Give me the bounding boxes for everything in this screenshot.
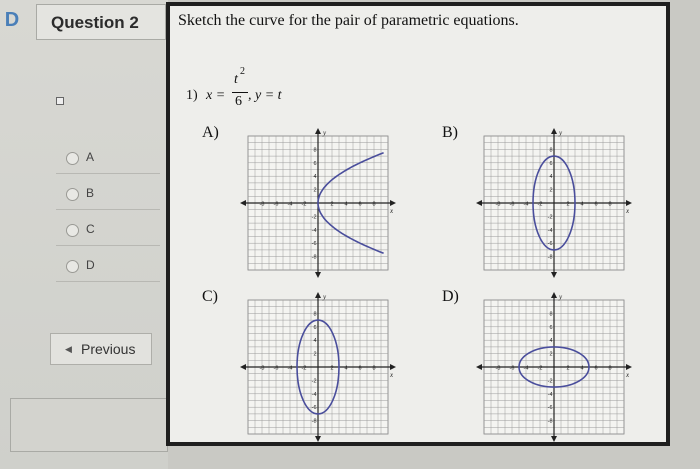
x-tick-label: 8 (608, 365, 612, 372)
collapse-d-icon[interactable]: D (4, 9, 20, 31)
y-tick-label: -2 (547, 214, 553, 221)
y-tick-label: -4 (311, 391, 317, 398)
y-tick-label: 6 (313, 324, 317, 331)
y-axis-arrow-icon (551, 272, 557, 278)
y-tick-label: 4 (313, 174, 317, 181)
x-tick-label: 2 (566, 201, 570, 208)
x-tick-label: -2 (301, 365, 307, 372)
y-tick-label: 2 (549, 351, 553, 358)
y-tick-label: -4 (311, 227, 317, 234)
y-tick-label: 6 (313, 160, 317, 167)
y-axis-arrow-icon (315, 272, 321, 278)
graph-choice-d (474, 292, 634, 442)
option-label: D (86, 258, 95, 272)
x-axis-arrow-icon (476, 364, 482, 370)
option-a[interactable] (56, 140, 160, 174)
option-label: A (86, 150, 95, 164)
y-tick-label: -2 (311, 378, 317, 385)
x-tick-label: 6 (358, 201, 362, 208)
x-tick-label: -4 (523, 201, 529, 208)
x-axis-arrow-icon (626, 364, 632, 370)
y-tick-label: 2 (313, 187, 317, 194)
fraction-bar (232, 92, 248, 93)
x-tick-label: 6 (358, 365, 362, 372)
problem-number: 1) (186, 88, 198, 103)
y-tick-label: -4 (547, 227, 553, 234)
chevron-left-icon: ◀ (65, 344, 72, 354)
equation-exponent: 2 (240, 66, 245, 77)
x-tick-label: -2 (537, 365, 543, 372)
graph-choice-b (474, 128, 634, 278)
y-tick-label: 4 (549, 174, 553, 181)
y-tick-label: -6 (311, 241, 317, 248)
y-axis-arrow-icon (551, 436, 557, 442)
x-tick-label: -4 (287, 365, 293, 372)
y-tick-label: 8 (313, 147, 317, 154)
question-panel (166, 2, 670, 446)
option-d[interactable] (56, 248, 160, 282)
y-tick-label: -8 (547, 418, 553, 425)
y-tick-label: -8 (311, 418, 317, 425)
y-tick-label: 2 (549, 187, 553, 194)
y-axis-label: y (559, 129, 563, 137)
x-tick-label: -8 (495, 365, 501, 372)
y-axis-arrow-icon (315, 436, 321, 442)
x-tick-label: 4 (344, 365, 348, 372)
y-tick-label: -6 (547, 241, 553, 248)
y-axis-arrow-icon (315, 292, 321, 298)
y-axis-label: y (323, 293, 327, 301)
x-tick-label: 6 (594, 365, 598, 372)
option-c[interactable] (56, 212, 160, 246)
x-axis-arrow-icon (626, 200, 632, 206)
equation-x-lhs: x = (206, 88, 226, 103)
x-tick-label: -4 (523, 365, 529, 372)
graph-choice-a (238, 128, 398, 278)
answer-box[interactable] (10, 398, 168, 452)
x-axis-arrow-icon (390, 200, 396, 206)
x-tick-label: -6 (509, 365, 515, 372)
x-tick-label: 2 (330, 365, 334, 372)
option-label: C (86, 222, 95, 236)
choice-d-label: D) (442, 288, 459, 305)
x-tick-label: 6 (594, 201, 598, 208)
x-tick-label: 2 (330, 201, 334, 208)
question-title: Question 2 (51, 13, 139, 32)
x-axis-label: x (626, 207, 630, 215)
x-axis-label: x (390, 371, 394, 379)
equation-denominator: 6 (235, 94, 242, 109)
x-axis-label: x (390, 207, 394, 215)
x-tick-label: 8 (608, 201, 612, 208)
equation-numerator: t (234, 72, 238, 87)
radio-button[interactable] (66, 188, 79, 201)
y-tick-label: 8 (549, 311, 553, 318)
x-tick-label: -6 (273, 201, 279, 208)
graph-choice-c (238, 292, 398, 442)
y-tick-label: -6 (547, 405, 553, 412)
y-tick-label: 4 (549, 338, 553, 345)
x-axis-arrow-icon (390, 364, 396, 370)
x-axis-arrow-icon (240, 200, 246, 206)
y-tick-label: -8 (547, 254, 553, 261)
x-tick-label: 8 (372, 201, 376, 208)
radio-button[interactable] (66, 152, 79, 165)
x-tick-label: 2 (566, 365, 570, 372)
y-tick-label: 4 (313, 338, 317, 345)
previous-button[interactable] (50, 333, 152, 365)
x-tick-label: 4 (580, 201, 584, 208)
equation (186, 66, 326, 122)
x-tick-label: -8 (259, 365, 265, 372)
x-tick-label: -6 (509, 201, 515, 208)
y-axis-arrow-icon (551, 128, 557, 134)
question-header (36, 4, 166, 40)
radio-button[interactable] (66, 224, 79, 237)
y-axis-arrow-icon (315, 128, 321, 134)
equation-y: , y = t (248, 88, 282, 103)
sidebar (0, 0, 168, 469)
x-axis-arrow-icon (476, 200, 482, 206)
y-axis-label: y (323, 129, 327, 137)
x-tick-label: 8 (372, 365, 376, 372)
x-tick-label: -2 (301, 201, 307, 208)
y-tick-label: 2 (313, 351, 317, 358)
y-tick-label: 8 (313, 311, 317, 318)
x-tick-label: -6 (273, 365, 279, 372)
choice-b-label: B) (442, 124, 458, 141)
option-label: B (86, 186, 95, 200)
y-axis-label: y (559, 293, 563, 301)
question-prompt: Sketch the curve for the pair of parametric equations. (178, 12, 519, 29)
choice-c-label: C) (202, 288, 218, 305)
x-tick-label: 4 (580, 365, 584, 372)
y-tick-label: -2 (547, 378, 553, 385)
y-axis-arrow-icon (551, 292, 557, 298)
x-tick-label: -4 (287, 201, 293, 208)
x-tick-label: 4 (344, 201, 348, 208)
y-tick-label: -6 (311, 405, 317, 412)
y-tick-label: 8 (549, 147, 553, 154)
x-tick-label: -8 (259, 201, 265, 208)
x-tick-label: -2 (537, 201, 543, 208)
previous-label: Previous (81, 341, 136, 357)
x-tick-label: -8 (495, 201, 501, 208)
y-tick-label: -4 (547, 391, 553, 398)
x-axis-label: x (626, 371, 630, 379)
x-axis-arrow-icon (240, 364, 246, 370)
y-tick-label: 6 (549, 324, 553, 331)
option-b[interactable] (56, 176, 160, 210)
y-tick-label: 6 (549, 160, 553, 167)
radio-button[interactable] (66, 260, 79, 273)
y-tick-label: -2 (311, 214, 317, 221)
flag-checkbox[interactable] (56, 97, 64, 105)
y-tick-label: -8 (311, 254, 317, 261)
answer-options (56, 140, 160, 280)
choice-a-label: A) (202, 124, 219, 141)
